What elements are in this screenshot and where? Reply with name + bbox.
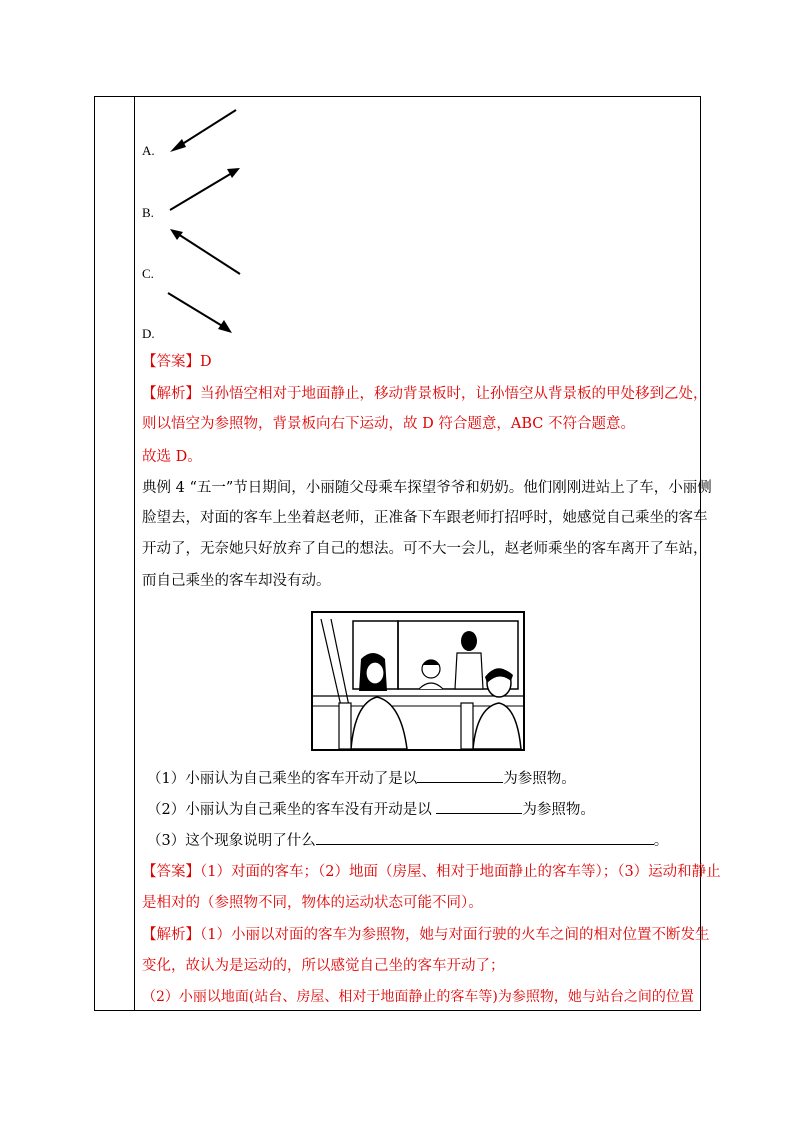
option-a-arrow-icon	[160, 106, 250, 156]
answer-tag: 【答案】	[142, 354, 200, 370]
answer-blank-3[interactable]	[316, 830, 654, 845]
analysis-line-1	[142, 384, 708, 404]
example4-line-2: 脸望去，对面的客车上坐着赵老师，正准备下车跟老师打招呼时，她感觉自己乘坐的客车	[142, 510, 708, 526]
analysis2-line-2: 变化，故认为是运动的，所以感觉自己坐的客车开动了；	[142, 958, 505, 974]
answer2-tag: 【答案】	[142, 864, 200, 880]
analysis2-line-1: 【解析】（1）小丽以对面的客车为参照物，她与对面行驶的火车之间的相对位置不断发生	[142, 927, 710, 943]
example4-line-3: 开动了，无奈她只好放弃了自己的想法。可不大一会儿，赵老师乘坐的客车离开了车站，	[142, 541, 708, 557]
option-d-arrow-icon	[160, 289, 250, 339]
option-c-label: C.	[142, 266, 154, 281]
question-1: （1）小丽认为自己乘坐的客车开动了是以 为参照物。	[147, 768, 576, 789]
option-b-arrow-icon	[160, 164, 250, 214]
analysis-conclusion: 故选 D。	[142, 449, 202, 465]
answer-blank-2[interactable]	[436, 799, 522, 814]
analysis-tag: 【解析】	[142, 386, 200, 402]
question-2: （2）小丽认为自己乘坐的客车没有开动是以 为参照物。	[147, 799, 595, 820]
bus-window-illustration	[311, 611, 525, 751]
answer-blank-1[interactable]	[417, 768, 503, 783]
analysis-text-1: 当孙悟空相对于地面静止，移动背景板时，让孙悟空从背景板的甲处移到乙处，	[200, 386, 708, 402]
example4-line-4: 而自己乘坐的客车却没有动。	[142, 573, 331, 589]
analysis2-tag: 【解析】	[142, 927, 200, 943]
example4-line-1: 典例 4 “五一”节日期间，小丽随父母乘车探望爷爷和奶奶。他们刚刚进站上了车，小丽侧	[142, 480, 712, 496]
option-a-label: A.	[142, 143, 155, 158]
option-c-arrow-icon	[160, 224, 250, 278]
analysis-line-2: 则以悟空为参照物，背景板向右下运动，故 D 符合题意，ABC 不符合题意。	[142, 416, 635, 432]
question-3: （3）这个现象说明了什么 。	[147, 830, 668, 851]
table-column-divider	[134, 96, 135, 1011]
option-d-label: D.	[142, 326, 155, 341]
answer2-line-2: 是相对的（参照物不同，物体的运动状态可能不同）。	[142, 895, 483, 911]
answer-line	[142, 352, 698, 372]
option-b-label: B.	[142, 205, 154, 220]
analysis2-line-3: （2）小丽以地面(站台、房屋、相对于地面静止的客车等)为参照物，她与站台之间的位置	[142, 989, 694, 1005]
answer-text: D	[200, 354, 212, 370]
answer2-line-1: 【答案】（1）对面的客车；（2）地面（房屋、相对于地面静止的客车等）；（3）运动和静止	[142, 864, 721, 880]
